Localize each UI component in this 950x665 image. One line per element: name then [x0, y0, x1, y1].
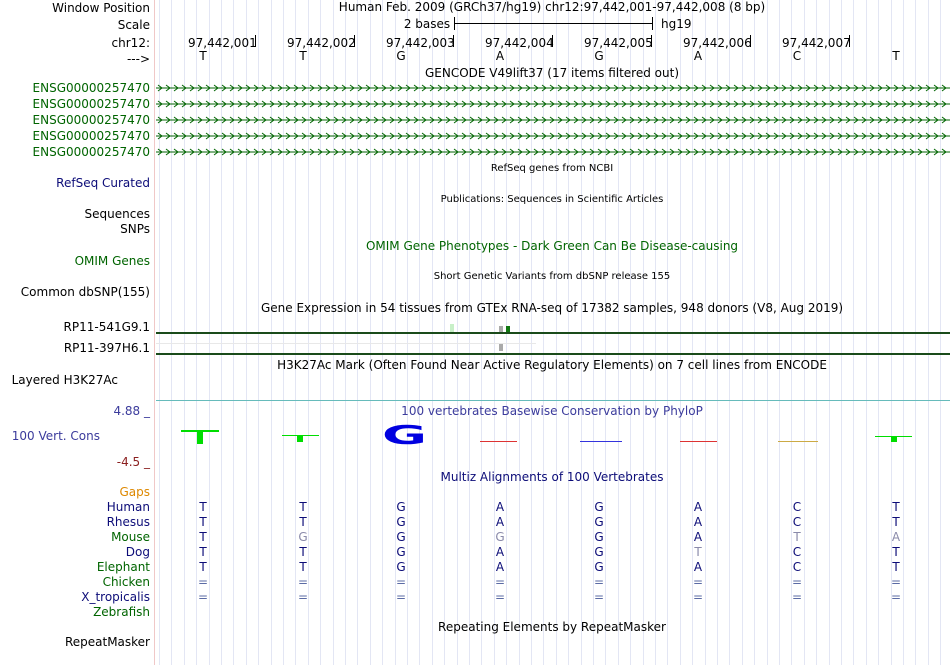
alignment-base: = — [494, 590, 506, 604]
multiz-title: Multiz Alignments of 100 Vertebrates — [440, 470, 664, 484]
alignment-base: T — [694, 545, 702, 559]
gencode-title: GENCODE V49lift37 (17 items filtered out) — [424, 66, 680, 80]
track-label-column — [0, 0, 155, 665]
repeatmasker-title: Repeating Elements by RepeatMasker — [438, 620, 666, 634]
species-label-elephant[interactable]: Elephant — [96, 560, 150, 574]
coordinate-label: 97,442,001 — [188, 36, 257, 50]
cons-min-label: -4.5 _ — [116, 455, 150, 469]
alignment-base: = — [395, 575, 407, 589]
strand-label[interactable]: ---> — [126, 52, 150, 66]
alignment-base: = — [297, 590, 309, 604]
alignment-base: G — [594, 530, 604, 544]
alignment-base: C — [792, 500, 802, 514]
position-header: Human Feb. 2009 (GRCh37/hg19) chr12:97,442,001-97,442,008 (8 bp) — [338, 0, 766, 14]
coordinate-label: 97,442,007 — [782, 36, 851, 50]
gencode-feature[interactable] — [156, 83, 950, 93]
scale-label: Scale — [117, 18, 150, 32]
gtex-bar[interactable] — [499, 344, 503, 351]
alignment-base: C — [792, 515, 802, 529]
alignment-base: G — [396, 500, 406, 514]
cons-max-label: 4.88 _ — [113, 404, 150, 418]
alignment-base: G — [396, 545, 406, 559]
alignment-base: A — [693, 500, 703, 514]
gencode-track-label[interactable]: ENSG00000257470 — [32, 145, 150, 159]
dbsnp-track-label[interactable]: Common dbSNP(155) — [20, 285, 150, 299]
dbsnp-title: Short Genetic Variants from dbSNP release 155 — [433, 271, 671, 282]
gencode-feature[interactable] — [156, 131, 950, 141]
gtex-bar[interactable] — [506, 326, 510, 332]
cons-bar — [580, 441, 622, 442]
species-label-human[interactable]: Human — [106, 500, 150, 514]
gencode-track-label[interactable]: ENSG00000257470 — [32, 113, 150, 127]
alignment-base: A — [693, 530, 703, 544]
snps-track-label[interactable]: SNPs — [120, 222, 150, 236]
alignment-base: G — [594, 545, 604, 559]
base-letter: A — [693, 49, 703, 63]
coordinate-label: 97,442,006 — [683, 36, 752, 50]
strand-arrows-icon — [156, 115, 950, 125]
gtex-gene-bar[interactable] — [156, 332, 950, 334]
alignment-base: = — [692, 575, 704, 589]
base-letter: T — [199, 49, 207, 63]
cons-track-label[interactable]: 100 Vert. Cons — [11, 429, 100, 443]
alignment-base: T — [199, 560, 207, 574]
alignment-base: G — [298, 530, 308, 544]
strand-arrows-icon — [156, 83, 950, 93]
alignment-base: G — [594, 500, 604, 514]
gencode-feature[interactable] — [156, 99, 950, 109]
alignment-base: C — [792, 545, 802, 559]
alignment-base: T — [199, 500, 207, 514]
cons-bar — [297, 435, 303, 442]
alignment-base: A — [495, 560, 505, 574]
window-position-label: Window Position — [52, 1, 150, 15]
alignment-base: T — [199, 545, 207, 559]
gtex-bar[interactable] — [450, 324, 454, 332]
gtex-gene-bar[interactable] — [156, 353, 950, 355]
alignment-base: T — [199, 530, 207, 544]
species-label-rhesus[interactable]: Rhesus — [106, 515, 150, 529]
coordinate-label: 97,442,002 — [287, 36, 356, 50]
gtex-bar[interactable] — [499, 326, 503, 332]
gtex-gene-bar-light — [156, 343, 536, 344]
alignment-base: A — [495, 515, 505, 529]
assembly-label: hg19 — [661, 17, 692, 31]
species-label-dog[interactable]: Dog — [125, 545, 150, 559]
alignment-base: = — [494, 575, 506, 589]
base-letter: T — [299, 49, 307, 63]
gencode-track-label[interactable]: ENSG00000257470 — [32, 129, 150, 143]
pubs-title: Publications: Sequences in Scientific Articles — [440, 194, 664, 205]
gencode-feature[interactable] — [156, 115, 950, 125]
repeatmasker-track-label[interactable]: RepeatMasker — [64, 635, 150, 649]
alignment-base: G — [594, 560, 604, 574]
alignment-base: G — [396, 530, 406, 544]
alignment-base: G — [396, 560, 406, 574]
species-label-zebrafish[interactable]: Zebrafish — [93, 605, 150, 619]
base-letter: C — [792, 49, 802, 63]
alignment-base: = — [593, 575, 605, 589]
gaps-label[interactable]: Gaps — [119, 485, 150, 499]
phylop-title: 100 vertebrates Basewise Conservation by PhyloP — [401, 404, 703, 418]
gencode-feature[interactable] — [156, 147, 950, 157]
alignment-base: = — [197, 590, 209, 604]
cons-bar — [680, 441, 717, 442]
gencode-track-label[interactable]: ENSG00000257470 — [32, 97, 150, 111]
alignment-base: = — [197, 575, 209, 589]
base-letter: T — [892, 49, 900, 63]
alignment-base: T — [892, 500, 900, 514]
alignment-base: = — [395, 590, 407, 604]
alignment-base: = — [791, 575, 803, 589]
alignment-base: G — [495, 530, 505, 544]
alignment-base: T — [299, 545, 307, 559]
alignment-base: C — [792, 560, 802, 574]
alignment-base: A — [495, 500, 505, 514]
cons-bar — [778, 441, 818, 442]
gtex-gene-label[interactable]: RP11-541G9.1 — [63, 320, 150, 334]
species-label-xtropicalis[interactable]: X_tropicalis — [81, 590, 150, 604]
cons-bar — [197, 430, 203, 444]
chrom-label: chr12: — [111, 36, 150, 50]
alignment-base: A — [495, 545, 505, 559]
alignment-base: = — [593, 590, 605, 604]
alignment-base: T — [892, 560, 900, 574]
scale-bar — [454, 23, 652, 24]
cons-bar — [480, 441, 517, 442]
alignment-base: A — [693, 560, 703, 574]
alignment-base: G — [594, 515, 604, 529]
conservation-graph[interactable] — [156, 420, 950, 460]
coordinate-label: 97,442,004 — [485, 36, 554, 50]
alignment-base: = — [297, 575, 309, 589]
gtex-gene-label[interactable]: RP11-397H6.1 — [63, 341, 150, 355]
browser-image[interactable] — [156, 0, 950, 665]
strand-arrows-icon — [156, 147, 950, 157]
cons-logo-g: G — [382, 421, 427, 451]
gtex-title: Gene Expression in 54 tissues from GTEx RNA-seq of 17382 samples, 948 donors (V8, Aug 2019) — [260, 301, 844, 315]
h3k27ac-title: H3K27Ac Mark (Often Found Near Active Regulatory Elements) on 7 cell lines from ENCODE — [277, 358, 827, 372]
alignment-base: T — [892, 515, 900, 529]
omim-title: OMIM Gene Phenotypes - Dark Green Can Be Disease-causing — [365, 239, 739, 253]
species-label-mouse[interactable]: Mouse — [111, 530, 150, 544]
base-letter: G — [396, 49, 406, 63]
base-letter: G — [594, 49, 604, 63]
omim-track-label[interactable]: OMIM Genes — [74, 254, 150, 268]
coordinate-label: 97,442,005 — [584, 36, 653, 50]
refseq-title: RefSeq genes from NCBI — [490, 163, 614, 174]
cons-bar — [891, 436, 897, 442]
alignment-base: T — [199, 515, 207, 529]
scale-text: 2 bases — [403, 17, 451, 31]
alignment-base: T — [299, 500, 307, 514]
h3k27ac-line — [156, 400, 950, 401]
species-label-chicken[interactable]: Chicken — [102, 575, 150, 589]
refseq-track-label[interactable]: RefSeq Curated — [56, 176, 150, 190]
alignment-base: T — [793, 530, 801, 544]
sequences-track-label[interactable]: Sequences — [84, 207, 150, 221]
strand-arrows-icon — [156, 99, 950, 109]
scale-bar-right — [652, 17, 653, 30]
h3k27ac-track-label[interactable]: Layered H3K27Ac — [11, 373, 118, 387]
alignment-base: T — [299, 560, 307, 574]
alignment-base: G — [396, 515, 406, 529]
alignment-base: = — [692, 590, 704, 604]
gencode-track-label[interactable]: ENSG00000257470 — [32, 81, 150, 95]
alignment-base: T — [892, 545, 900, 559]
coordinate-label: 97,442,003 — [386, 36, 455, 50]
base-letter: A — [495, 49, 505, 63]
alignment-base: A — [693, 515, 703, 529]
alignment-base: A — [891, 530, 901, 544]
alignment-base: = — [890, 575, 902, 589]
alignment-base: = — [791, 590, 803, 604]
alignment-base: = — [890, 590, 902, 604]
alignment-base: T — [299, 515, 307, 529]
strand-arrows-icon — [156, 131, 950, 141]
